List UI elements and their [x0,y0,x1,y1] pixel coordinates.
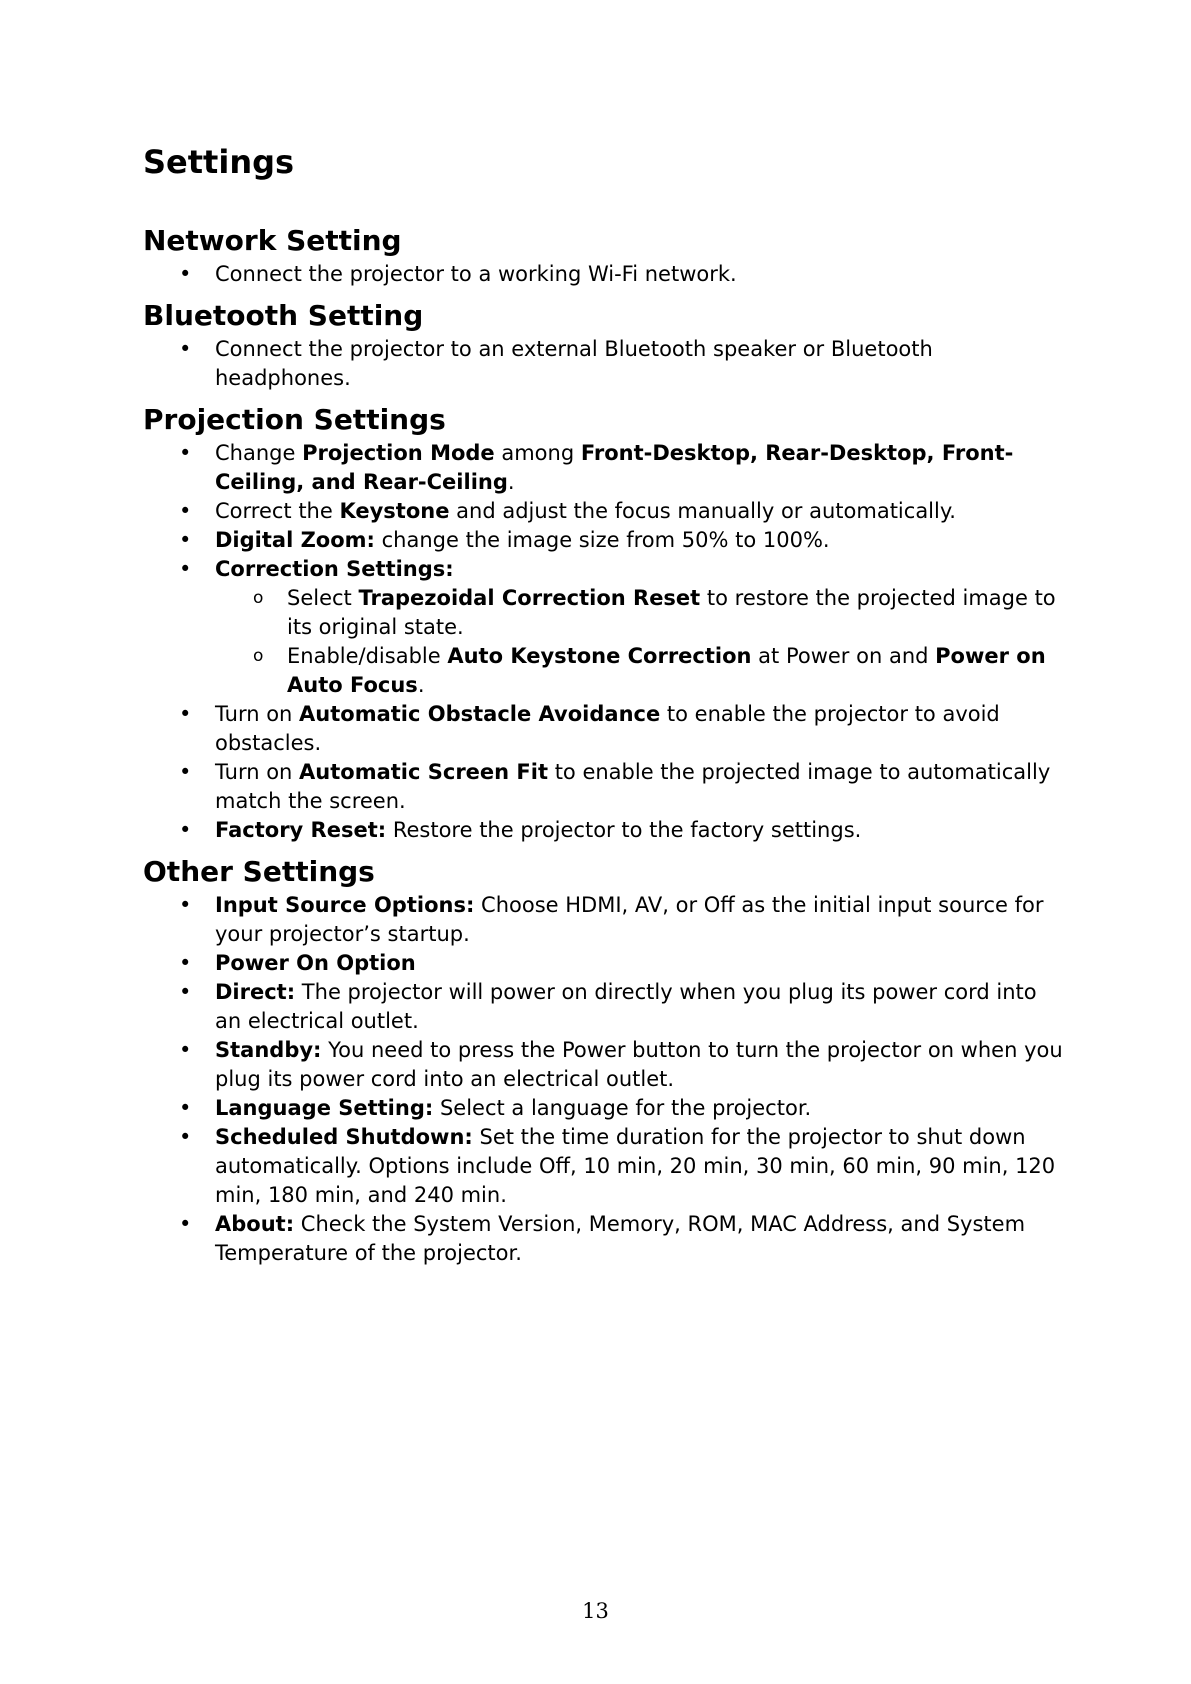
list-item: • Correct the Keystone and adjust the focus manually or automatically. [143,497,1063,526]
list-item: • Direct: The projector will power on directly when you plug its power cord into an electrical outlet. [143,978,1063,1036]
section-heading-projection: Projection Settings [143,403,446,436]
sub-list-item: o Enable/disable Auto Keystone Correction at Power on and Power on Auto Focus. [143,642,1063,700]
list-item: • Factory Reset: Restore the projector to the factory settings. [143,816,1063,845]
list-item: • Correction Settings: [143,555,1063,584]
list-item: • Standby: You need to press the Power button to turn the projector on when you plug its power cord into an electrical outlet. [143,1036,1063,1094]
list-item: • About: Check the System Version, Memory, ROM, MAC Address, and System Temperature of the projector. [143,1210,1063,1268]
bluetooth-setting-section [143,297,1063,393]
list-item: • Connect the projector to a working Wi-Fi network. [143,260,1063,289]
page-number: 13 [582,1599,609,1623]
list-item: • Connect the projector to an external Bluetooth speaker or Bluetooth headphones. [143,335,1063,393]
other-settings-section [143,853,1063,1268]
list-item: • Power On Option [143,949,1063,978]
list-item: • Input Source Options: Choose HDMI, AV, or Off as the initial input source for your projector’s startup. [143,891,1063,949]
other-list [143,891,1063,1268]
network-list [143,260,1063,289]
projection-list-continued [143,700,1063,845]
settings-content [143,222,1063,1276]
page-title: Settings [143,143,295,181]
section-heading-bluetooth: Bluetooth Setting [143,299,424,332]
sub-list-item: o Select Trapezoidal Correction Reset to restore the projected image to its original state. [143,584,1063,642]
list-item: • Digital Zoom: change the image size from 50% to 100%. [143,526,1063,555]
list-item: • Change Projection Mode among Front-Desktop, Rear-Desktop, Front-Ceiling, and Rear-Ceiling. [143,439,1063,497]
correction-settings-sublist [143,584,1063,700]
list-item: • Turn on Automatic Obstacle Avoidance to enable the projector to avoid obstacles. [143,700,1063,758]
section-heading-other: Other Settings [143,855,375,888]
projection-settings-section [143,401,1063,845]
list-item: • Language Setting: Select a language for the projector. [143,1094,1063,1123]
section-heading-network: Network Setting [143,224,402,257]
list-item: • Turn on Automatic Screen Fit to enable the projected image to automatically match the screen. [143,758,1063,816]
network-setting-section [143,222,1063,289]
projection-list [143,439,1063,584]
list-item: • Scheduled Shutdown: Set the time duration for the projector to shut down automatically. Options include Off, 10 min, 20 min, 30 min, 60 min, 90 min, 120 min, 180 min, and 240 min. [143,1123,1063,1210]
bluetooth-list [143,335,1063,393]
